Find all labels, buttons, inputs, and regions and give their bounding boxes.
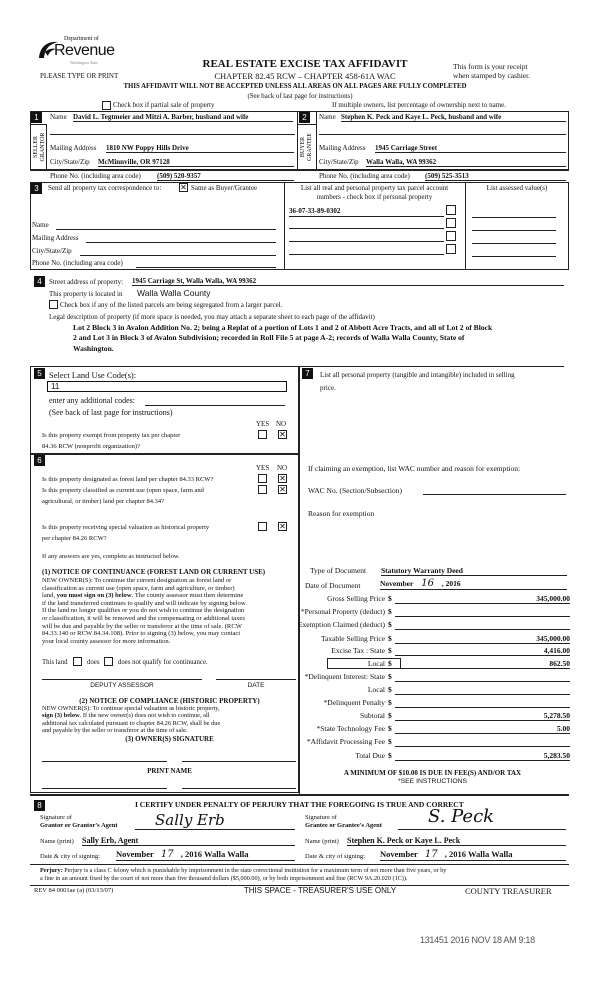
wac-number-field[interactable] xyxy=(423,494,566,495)
buyer-name-label: Name xyxy=(319,113,336,121)
form-title: REAL ESTATE EXCISE TAX AFFIDAVIT xyxy=(202,58,408,70)
yes-header-5: YES xyxy=(256,420,270,428)
parcel-1-personal-checkbox[interactable] xyxy=(446,205,456,215)
parcel-3-personal-checkbox[interactable] xyxy=(446,231,456,241)
logo-tagline: Washington State xyxy=(70,60,99,65)
yes-header-6: YES xyxy=(256,464,270,472)
recording-stamp: 131451 2016 NOV 18 AM 9:18 xyxy=(420,935,535,945)
does-label: does xyxy=(87,659,100,666)
exempt-question-1: Is this property exempt from property tax per chapter xyxy=(42,432,181,439)
same-as-buyer-label: Same as Buyer/Grantee xyxy=(191,184,258,192)
grantee-signature-field[interactable]: S. Peck xyxy=(398,806,566,830)
same-as-buyer-checkbox[interactable] xyxy=(179,183,188,192)
buyer-label: BUYER GRANTEE xyxy=(300,133,313,161)
state-technology-fee-row: *State Technology Fee $ 5.00 xyxy=(316,724,570,733)
corr-city-label: City/State/Zip xyxy=(32,247,72,255)
historical-no-checkbox[interactable] xyxy=(278,522,287,531)
buyer-name-field[interactable]: Stephen K. Peck and Kaye L. Peck, husband and wife xyxy=(341,113,566,122)
section-4-number: 4 xyxy=(34,276,45,287)
receipt-note-2: when stamped by cashier. xyxy=(453,71,531,80)
seller-city-label: City/State/Zip xyxy=(50,158,90,166)
excise-tax-state-field[interactable]: 4,416.00 xyxy=(395,646,570,656)
taxable-selling-price-field[interactable]: 345,000.00 xyxy=(395,634,570,644)
current-use-yes-checkbox[interactable] xyxy=(258,485,267,494)
partial-sale-checkbox[interactable] xyxy=(102,101,111,110)
assessed-header: List assessed value(s) xyxy=(486,184,548,192)
see-instructions-note: *SEE INSTRUCTIONS xyxy=(397,778,468,785)
excise-tax-local-row: Local $ 862.50 xyxy=(367,659,570,668)
personal-property-label-2: price. xyxy=(320,384,336,392)
additional-codes-field[interactable] xyxy=(145,405,285,406)
grantor-sig-label-2: Grantor or Grantor's Agent xyxy=(40,822,118,829)
buyer-mailing-field[interactable]: 1945 Carriage Street xyxy=(375,144,566,153)
legal-description-line-2[interactable]: 2 and Lot 3 in Block 3 of Avalon Subdivision; recorded in Roll File 5 at page A-2; records of Walla Walla County, State of xyxy=(73,333,465,342)
reason-exemption-field[interactable] xyxy=(308,520,564,550)
segregated-label: Check box if any of the listed parcels are being segregated from a larger parcel. xyxy=(60,301,283,309)
current-use-no-checkbox[interactable] xyxy=(278,485,287,494)
state-technology-fee-field[interactable]: 5.00 xyxy=(395,724,570,734)
personal-property-deduct-row: *Personal Property (deduct) $ xyxy=(300,607,600,619)
partial-sale-label: Check box if partial sale of property xyxy=(113,101,215,109)
doc-date-field[interactable] xyxy=(380,578,567,590)
excise-tax-state-row: Excise Tax : State $ 4,416.00 xyxy=(331,646,570,655)
doc-date-year: , 2016 xyxy=(441,579,461,588)
parcel-number-2[interactable] xyxy=(289,219,444,229)
personal-property-label-1: List all personal property (tangible and intangible) included in selling xyxy=(320,371,515,379)
historical-yes-checkbox[interactable] xyxy=(258,522,267,531)
assessor-date-line[interactable] xyxy=(216,679,296,680)
owner-signature-line-2[interactable] xyxy=(182,761,296,762)
current-use-question-1: Is this property classified as current use (open space, farm and xyxy=(42,487,204,494)
grantee-date-field[interactable]: November 17 , 2016 Walla Walla xyxy=(380,849,566,861)
reason-exemption-label: Reason for exemption xyxy=(308,509,375,518)
buyer-city-field[interactable]: Walla Walla, WA 99362 xyxy=(366,158,566,167)
section-2-number: 2 xyxy=(299,112,310,123)
forest-land-question: Is this property designated as forest land per chapter 84.33 RCW? xyxy=(42,476,214,483)
buyer-mailing-label: Mailing Address xyxy=(319,144,366,152)
buyer-phone-field[interactable]: (509) 525-3513 xyxy=(425,172,566,181)
grantor-name-label: Name (print) xyxy=(40,838,74,845)
parcel-number-3[interactable] xyxy=(289,232,444,242)
seller-city-field[interactable]: McMinnville, OR 97128 xyxy=(98,158,294,167)
see-back-note: (See back of last page for instructions) xyxy=(49,408,173,417)
notice-compliance-body: NEW OWNER(S): To continue special valuation as historic property, sign (3) below. If the new owner(s) does not wish to continue, all additional tax calculated pursuant to chapter 84.26 RCW, shall be due and payable by the seller or transferor at the time of sale. xyxy=(42,705,221,735)
corr-mailing-field[interactable] xyxy=(86,242,276,243)
doc-date-day: 16 xyxy=(421,578,434,589)
delinquent-interest-state-row: *Delinquent Interest: State $ xyxy=(300,672,600,684)
assessed-value-1[interactable] xyxy=(472,217,556,218)
this-land-label: This land xyxy=(42,659,68,666)
exempt-no-checkbox[interactable] xyxy=(278,430,287,439)
grantee-name-label: Name (print) xyxy=(305,838,339,845)
print-name-label: PRINT NAME xyxy=(147,767,192,775)
owner-signature-title: (3) OWNER(S) SIGNATURE xyxy=(125,735,214,743)
certify-statement: I CERTIFY UNDER PENALTY OF PERJURY THAT THE FOREGOING IS TRUE AND CORRECT xyxy=(135,800,464,809)
treasurer-use-only: THIS SPACE - TREASURER'S USE ONLY xyxy=(243,886,397,895)
grantor-date-field[interactable]: November 17 , 2016 Walla Walla xyxy=(116,849,295,861)
assessed-value-4[interactable] xyxy=(472,256,556,257)
seller-phone-field[interactable]: (509) 520-9357 xyxy=(157,172,294,181)
exemption-claimed-field[interactable] xyxy=(395,620,570,630)
seller-mailing-field[interactable]: 1810 NW Poppy Hills Drive xyxy=(106,144,294,153)
gross-selling-price-field[interactable]: 345,000.00 xyxy=(395,594,570,604)
seller-name-label: Name xyxy=(50,113,67,121)
grantee-name-field[interactable]: Stephen K. Peck or Kaye L. Peck xyxy=(347,836,566,846)
current-use-question-2: agricultural, or timber) land per chapter 84.34? xyxy=(42,498,165,505)
parcel-number-4[interactable] xyxy=(289,245,444,255)
section-8-number: 8 xyxy=(34,800,45,811)
please-type: PLEASE TYPE OR PRINT xyxy=(40,72,119,80)
affidavit-processing-fee-row: *Affidavit Processing Fee $ xyxy=(300,737,600,749)
receipt-note-1: This form is your receipt xyxy=(453,62,528,71)
seller-label: SELLER GRANTOR xyxy=(33,132,46,162)
delinquent-interest-local-row: Local $ xyxy=(300,685,600,697)
personal-property-field[interactable] xyxy=(310,395,560,460)
multiple-owners-note: If multiple owners, list percentage of ownership next to name. xyxy=(332,101,506,109)
section-3-number: 3 xyxy=(31,183,42,194)
does-not-label: does not qualify for continuance. xyxy=(118,659,208,666)
land-does-qualify-checkbox[interactable] xyxy=(73,657,82,666)
seller-mailing-label: Mailing Address xyxy=(50,144,97,152)
doc-date-month: November xyxy=(380,579,414,588)
notice-continuance-title: (1) NOTICE OF CONTINUANCE (FOREST LAND OR CURRENT USE) xyxy=(42,568,266,576)
located-in-label: This property is located in xyxy=(49,290,123,298)
seller-name-field[interactable]: David L. Tegtmeier and Mitzi A. Barber, husband and wife xyxy=(73,113,293,122)
print-name-line-1[interactable] xyxy=(42,788,167,789)
grantee-date-label: Date & city of signing: xyxy=(305,853,365,860)
land-use-label: Select Land Use Code(s): xyxy=(49,370,137,380)
parcel-header-1: List all real and personal property tax parcel account xyxy=(300,184,449,192)
notice-compliance-title: (2) NOTICE OF COMPLIANCE (HISTORIC PROPERTY) xyxy=(79,697,260,705)
delinquent-interest-local-field[interactable] xyxy=(395,685,570,695)
doc-date-label: Date of Document xyxy=(305,581,361,590)
grantor-sig-label-1: Signature of xyxy=(40,814,72,821)
county-field[interactable]: Walla Walla County xyxy=(137,288,211,298)
section-7-number: 7 xyxy=(302,368,313,379)
perjury-notice: Perjury: Perjury is a class C felony which is punishable by imprisonment in the state correctional institution for a maximum term of not more than five years, or by a fine in an amount fixed by the court of not more than five thousand dollars ($5,000.00), or by both imprisonment and fine (RCW 9A.20.020 (1C)). xyxy=(40,867,447,882)
corr-phone-label: Phone No. (including area code) xyxy=(32,259,123,267)
revenue-logo xyxy=(36,36,126,64)
grantor-signature-field[interactable]: Sally Erb xyxy=(135,813,295,830)
instructions-note: (See back of last page for instructions) xyxy=(247,93,353,100)
historical-question-2: per chapter 84.26 RCW? xyxy=(42,535,107,542)
corr-city-field[interactable] xyxy=(80,255,276,256)
legal-description-line-1[interactable]: Lot 2 Block 3 in Avalon Addition No. 2; being a Replat of a portion of Lots 1 and 2 of Abbott Acre Tracts, and all of Lot 2 of Block xyxy=(73,323,493,332)
print-name-line-2[interactable] xyxy=(182,788,296,789)
doc-type-field[interactable]: Statutory Warranty Deed xyxy=(381,566,567,576)
taxable-selling-price-row: Taxable Selling Price $ 345,000.00 xyxy=(320,634,570,643)
deputy-assessor-label: DEPUTY ASSESSOR xyxy=(90,682,154,689)
send-correspondence-label: Send all property tax correspondence to: xyxy=(48,184,162,192)
county-treasurer: COUNTY TREASURER xyxy=(465,886,552,896)
logo-dept: Department of xyxy=(64,36,99,42)
segregated-checkbox[interactable] xyxy=(49,300,58,309)
grantor-date-label: Date & city of signing: xyxy=(40,853,100,860)
deputy-assessor-signature-line[interactable] xyxy=(42,679,202,680)
delinquent-penalty-row: *Delinquent Penalty $ xyxy=(300,698,600,710)
warning-text: THIS AFFIDAVIT WILL NOT BE ACCEPTED UNLESS ALL AREAS ON ALL PAGES ARE FULLY COMPLETED xyxy=(123,83,467,90)
parcel-4-personal-checkbox[interactable] xyxy=(446,244,456,254)
delinquent-penalty-field[interactable] xyxy=(395,698,570,708)
seller-phone-label: Phone No. (including area code) xyxy=(50,172,141,180)
legal-description-label: Legal description of property (if more space is needed, you may attach a separate sheet to each page of the affidavit) xyxy=(49,313,375,321)
no-header-6: NO xyxy=(277,464,288,472)
affidavit-processing-fee-field[interactable] xyxy=(395,737,570,747)
logo-name: Revenue xyxy=(54,42,115,59)
corr-phone-field[interactable] xyxy=(136,267,276,268)
corr-mailing-label: Mailing Address xyxy=(32,234,79,242)
exempt-question-2: 84.36 RCW (nonprofit organization)? xyxy=(42,443,140,450)
buyer-phone-label: Phone No. (including area code) xyxy=(319,172,410,180)
exemption-claimed-row: Exemption Claimed (deduct) $ xyxy=(300,620,600,632)
buyer-city-label: City/State/Zip xyxy=(319,158,359,166)
street-address-field[interactable]: 1945 Carriage St, Walla Walla, WA 99362 xyxy=(132,277,564,286)
excise-tax-local-field[interactable]: 862.50 xyxy=(395,659,570,669)
wac-label: WAC No. (Section/Subsection) xyxy=(308,486,402,495)
subtotal-field[interactable]: 5,278.50 xyxy=(395,711,570,721)
personal-property-deduct-field[interactable] xyxy=(395,607,570,617)
parcel-header-2: numbers - check box if personal property xyxy=(316,193,433,201)
owner-signature-line-1[interactable] xyxy=(42,761,167,762)
form-id: REV 84 0001ae (a) (03/13/07) xyxy=(34,887,114,894)
parcel-2-personal-checkbox[interactable] xyxy=(446,218,456,228)
assessed-value-2[interactable] xyxy=(472,230,556,231)
section-1-number: 1 xyxy=(31,112,42,123)
historical-question-1: Is this property receiving special valuation as historical property xyxy=(42,524,210,531)
additional-codes-label: enter any additional codes: xyxy=(49,396,135,405)
doc-type-label: Type of Document xyxy=(310,566,367,575)
gross-selling-price-row: Gross Selling Price $ 345,000.00 xyxy=(327,594,570,603)
notice-continuance-body: NEW OWNER(S): To continue the current designation as forest land or classification as current use (open space, farm and agriculture, or timber) land, you must sign on (3) below. The county assessor must then determine if the land transferred continues to qualify and will indicate by signing below. If the land no longer qualifies or you do not wish to continue the designation or classification, it will be removed and the compensating or additional taxes will be due and payable by the seller or transferor at the time of sale. (RCW 84.33.140 or RCW 84.34.108). Prior to signing (3) below, you may contact your local county assessor for more information. xyxy=(42,577,247,645)
assessed-value-3[interactable] xyxy=(472,243,556,244)
form-chapter: CHAPTER 82.45 RCW – CHAPTER 458-61A WAC xyxy=(214,71,396,81)
parcel-number-1[interactable]: 36-07-33-89-0302 xyxy=(289,207,444,217)
exemption-label: If claiming an exemption, list WAC number and reason for exemption: xyxy=(308,464,521,473)
forest-land-yes-checkbox[interactable] xyxy=(258,474,267,483)
if-yes-note: If any answers are yes, complete as instructed below. xyxy=(42,553,180,560)
grantor-name-field[interactable]: Sally Erb, Agent xyxy=(82,836,295,846)
land-does-not-qualify-checkbox[interactable] xyxy=(104,657,113,666)
exempt-yes-checkbox[interactable] xyxy=(258,430,267,439)
grantee-sig-label-1: Signature of xyxy=(305,814,337,821)
total-due-row: Total Due $ 5,283.50 xyxy=(355,751,570,760)
grantee-sig-label-2: Grantee or Grantee's Agent xyxy=(305,822,382,829)
subtotal-row: Subtotal $ 5,278.50 xyxy=(359,711,570,720)
no-header-5: NO xyxy=(276,420,287,428)
street-address-label: Street address of property: xyxy=(49,278,124,286)
minimum-due-note: A MINIMUM OF $10.00 IS DUE IN FEE(S) AND/OR TAX xyxy=(343,769,522,777)
corr-name-field[interactable] xyxy=(56,229,276,230)
total-due-field[interactable]: 5,283.50 xyxy=(395,751,570,761)
date-label: DATE xyxy=(247,682,265,689)
forest-land-no-checkbox[interactable] xyxy=(278,474,287,483)
legal-description-line-3[interactable]: Washington. xyxy=(73,344,114,353)
land-use-code-input[interactable]: 11 xyxy=(47,381,287,392)
corr-name-label: Name xyxy=(32,221,49,229)
section-6-number: 6 xyxy=(34,455,45,466)
delinquent-interest-state-field[interactable] xyxy=(395,672,570,682)
section-5-number: 5 xyxy=(34,368,45,379)
